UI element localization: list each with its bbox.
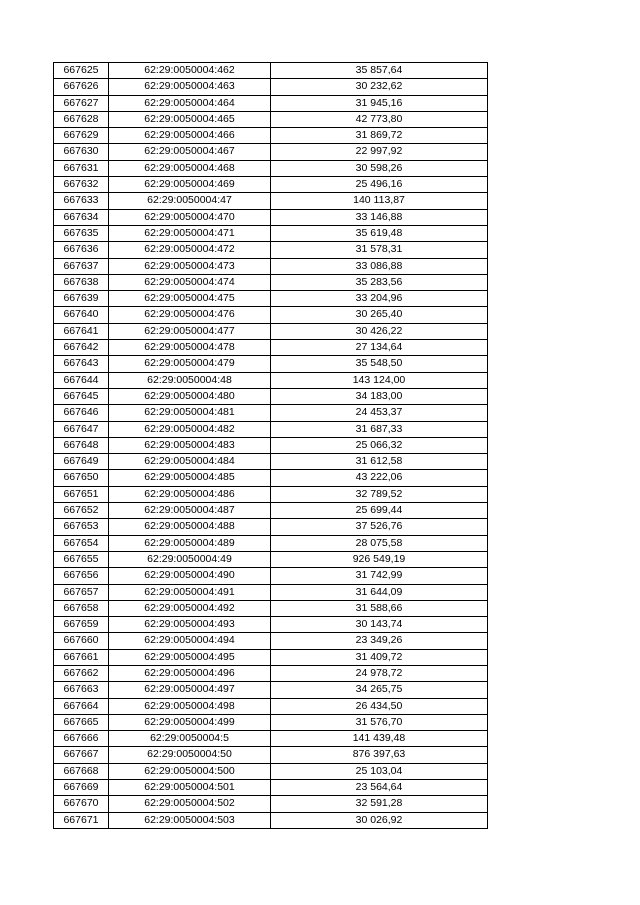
row-id-cell: 667652 [54,503,109,519]
cadastral-value-cell: 35 619,48 [271,225,488,241]
row-id-cell: 667632 [54,177,109,193]
cadastral-value-cell: 43 222,06 [271,470,488,486]
cadastral-number-cell: 62:29:0050004:501 [109,780,271,796]
cadastral-number-cell: 62:29:0050004:503 [109,812,271,828]
cadastral-value-cell: 926 549,19 [271,551,488,567]
row-id-cell: 667666 [54,731,109,747]
cadastral-value-cell: 33 204,96 [271,291,488,307]
row-id-cell: 667661 [54,649,109,665]
cadastral-value-cell: 25 066,32 [271,437,488,453]
table-row [54,323,488,339]
table-row [54,242,488,258]
cadastral-value-cell: 30 426,22 [271,323,488,339]
table-row [54,437,488,453]
cadastral-value-cell: 31 612,58 [271,454,488,470]
row-id-cell: 667653 [54,519,109,535]
cadastral-number-cell: 62:29:0050004:489 [109,535,271,551]
row-id-cell: 667628 [54,111,109,127]
table-row [54,128,488,144]
table-row [54,111,488,127]
table-row [54,470,488,486]
table-body [54,63,488,829]
table-row [54,144,488,160]
cadastral-number-cell: 62:29:0050004:486 [109,486,271,502]
cadastral-number-cell: 62:29:0050004:490 [109,568,271,584]
cadastral-number-cell: 62:29:0050004:494 [109,633,271,649]
cadastral-number-cell: 62:29:0050004:47 [109,193,271,209]
cadastral-value-table [53,62,488,829]
row-id-cell: 667633 [54,193,109,209]
table-row [54,535,488,551]
cadastral-value-cell: 31 576,70 [271,714,488,730]
row-id-cell: 667631 [54,160,109,176]
cadastral-value-cell: 33 086,88 [271,258,488,274]
row-id-cell: 667648 [54,437,109,453]
row-id-cell: 667643 [54,356,109,372]
cadastral-value-cell: 32 789,52 [271,486,488,502]
cadastral-number-cell: 62:29:0050004:488 [109,519,271,535]
cadastral-value-cell: 27 134,64 [271,340,488,356]
row-id-cell: 667638 [54,274,109,290]
cadastral-number-cell: 62:29:0050004:472 [109,242,271,258]
row-id-cell: 667644 [54,372,109,388]
table-row [54,780,488,796]
table-row [54,291,488,307]
row-id-cell: 667669 [54,780,109,796]
cadastral-value-cell: 31 409,72 [271,649,488,665]
cadastral-number-cell: 62:29:0050004:467 [109,144,271,160]
cadastral-number-cell: 62:29:0050004:474 [109,274,271,290]
cadastral-number-cell: 62:29:0050004:497 [109,682,271,698]
cadastral-value-cell: 34 183,00 [271,388,488,404]
cadastral-number-cell: 62:29:0050004:496 [109,665,271,681]
row-id-cell: 667641 [54,323,109,339]
table-row [54,160,488,176]
row-id-cell: 667627 [54,95,109,111]
table-row [54,763,488,779]
table-row [54,633,488,649]
table-row [54,600,488,616]
table-row [54,454,488,470]
cadastral-number-cell: 62:29:0050004:463 [109,79,271,95]
table-row [54,193,488,209]
cadastral-value-cell: 30 265,40 [271,307,488,323]
table-row [54,486,488,502]
cadastral-value-cell: 31 588,66 [271,600,488,616]
row-id-cell: 667646 [54,405,109,421]
table-row [54,568,488,584]
row-id-cell: 667654 [54,535,109,551]
cadastral-number-cell: 62:29:0050004:470 [109,209,271,225]
table-row [54,388,488,404]
cadastral-value-cell: 31 945,16 [271,95,488,111]
row-id-cell: 667637 [54,258,109,274]
document-page [53,62,488,829]
table-row [54,225,488,241]
cadastral-value-cell: 876 397,63 [271,747,488,763]
cadastral-number-cell: 62:29:0050004:476 [109,307,271,323]
row-id-cell: 667670 [54,796,109,812]
cadastral-number-cell: 62:29:0050004:483 [109,437,271,453]
table-row [54,421,488,437]
row-id-cell: 667629 [54,128,109,144]
row-id-cell: 667658 [54,600,109,616]
table-row [54,714,488,730]
cadastral-value-cell: 35 857,64 [271,63,488,79]
cadastral-number-cell: 62:29:0050004:495 [109,649,271,665]
cadastral-value-cell: 30 598,26 [271,160,488,176]
cadastral-number-cell: 62:29:0050004:480 [109,388,271,404]
table-row [54,796,488,812]
cadastral-value-cell: 26 434,50 [271,698,488,714]
table-row [54,682,488,698]
row-id-cell: 667668 [54,763,109,779]
cadastral-number-cell: 62:29:0050004:479 [109,356,271,372]
cadastral-number-cell: 62:29:0050004:498 [109,698,271,714]
table-row [54,63,488,79]
table-row [54,503,488,519]
row-id-cell: 667663 [54,682,109,698]
cadastral-value-cell: 23 349,26 [271,633,488,649]
cadastral-value-cell: 32 591,28 [271,796,488,812]
cadastral-number-cell: 62:29:0050004:477 [109,323,271,339]
table-row [54,307,488,323]
cadastral-number-cell: 62:29:0050004:475 [109,291,271,307]
table-row [54,698,488,714]
row-id-cell: 667660 [54,633,109,649]
table-row [54,731,488,747]
table-row [54,79,488,95]
row-id-cell: 667656 [54,568,109,584]
cadastral-value-cell: 143 124,00 [271,372,488,388]
row-id-cell: 667664 [54,698,109,714]
row-id-cell: 667626 [54,79,109,95]
table-row [54,812,488,828]
cadastral-value-cell: 25 496,16 [271,177,488,193]
cadastral-value-cell: 42 773,80 [271,111,488,127]
cadastral-number-cell: 62:29:0050004:482 [109,421,271,437]
table-row [54,665,488,681]
cadastral-number-cell: 62:29:0050004:464 [109,95,271,111]
cadastral-value-cell: 31 578,31 [271,242,488,258]
row-id-cell: 667635 [54,225,109,241]
table-row [54,209,488,225]
row-id-cell: 667665 [54,714,109,730]
cadastral-value-cell: 22 997,92 [271,144,488,160]
row-id-cell: 667662 [54,665,109,681]
cadastral-value-cell: 25 103,04 [271,763,488,779]
cadastral-number-cell: 62:29:0050004:478 [109,340,271,356]
cadastral-number-cell: 62:29:0050004:49 [109,551,271,567]
table-row [54,356,488,372]
row-id-cell: 667659 [54,617,109,633]
cadastral-value-cell: 35 548,50 [271,356,488,372]
cadastral-value-cell: 33 146,88 [271,209,488,225]
row-id-cell: 667655 [54,551,109,567]
cadastral-number-cell: 62:29:0050004:502 [109,796,271,812]
cadastral-number-cell: 62:29:0050004:500 [109,763,271,779]
table-row [54,617,488,633]
cadastral-number-cell: 62:29:0050004:487 [109,503,271,519]
table-row [54,405,488,421]
row-id-cell: 667650 [54,470,109,486]
table-row [54,258,488,274]
cadastral-number-cell: 62:29:0050004:5 [109,731,271,747]
cadastral-value-cell: 30 026,92 [271,812,488,828]
row-id-cell: 667671 [54,812,109,828]
row-id-cell: 667647 [54,421,109,437]
table-row [54,177,488,193]
cadastral-value-cell: 140 113,87 [271,193,488,209]
table-row [54,95,488,111]
cadastral-value-cell: 31 644,09 [271,584,488,600]
cadastral-number-cell: 62:29:0050004:50 [109,747,271,763]
cadastral-value-cell: 23 564,64 [271,780,488,796]
cadastral-value-cell: 31 742,99 [271,568,488,584]
row-id-cell: 667640 [54,307,109,323]
cadastral-value-cell: 34 265,75 [271,682,488,698]
cadastral-value-cell: 24 978,72 [271,665,488,681]
row-id-cell: 667649 [54,454,109,470]
row-id-cell: 667667 [54,747,109,763]
row-id-cell: 667645 [54,388,109,404]
cadastral-value-cell: 141 439,48 [271,731,488,747]
table-row [54,747,488,763]
table-row [54,340,488,356]
cadastral-value-cell: 30 232,62 [271,79,488,95]
cadastral-number-cell: 62:29:0050004:468 [109,160,271,176]
table-row [54,649,488,665]
cadastral-number-cell: 62:29:0050004:471 [109,225,271,241]
table-row [54,584,488,600]
row-id-cell: 667642 [54,340,109,356]
row-id-cell: 667657 [54,584,109,600]
table-row [54,372,488,388]
row-id-cell: 667639 [54,291,109,307]
cadastral-number-cell: 62:29:0050004:473 [109,258,271,274]
table-row [54,274,488,290]
row-id-cell: 667636 [54,242,109,258]
cadastral-number-cell: 62:29:0050004:462 [109,63,271,79]
cadastral-value-cell: 35 283,56 [271,274,488,290]
row-id-cell: 667625 [54,63,109,79]
row-id-cell: 667634 [54,209,109,225]
cadastral-number-cell: 62:29:0050004:491 [109,584,271,600]
row-id-cell: 667651 [54,486,109,502]
cadastral-number-cell: 62:29:0050004:493 [109,617,271,633]
table-row [54,551,488,567]
cadastral-number-cell: 62:29:0050004:499 [109,714,271,730]
cadastral-value-cell: 25 699,44 [271,503,488,519]
cadastral-number-cell: 62:29:0050004:485 [109,470,271,486]
cadastral-number-cell: 62:29:0050004:469 [109,177,271,193]
cadastral-value-cell: 31 687,33 [271,421,488,437]
cadastral-value-cell: 31 869,72 [271,128,488,144]
table-row [54,519,488,535]
cadastral-number-cell: 62:29:0050004:492 [109,600,271,616]
cadastral-number-cell: 62:29:0050004:465 [109,111,271,127]
cadastral-number-cell: 62:29:0050004:481 [109,405,271,421]
cadastral-value-cell: 30 143,74 [271,617,488,633]
cadastral-value-cell: 37 526,76 [271,519,488,535]
cadastral-number-cell: 62:29:0050004:48 [109,372,271,388]
cadastral-value-cell: 24 453,37 [271,405,488,421]
cadastral-number-cell: 62:29:0050004:484 [109,454,271,470]
row-id-cell: 667630 [54,144,109,160]
cadastral-number-cell: 62:29:0050004:466 [109,128,271,144]
cadastral-value-cell: 28 075,58 [271,535,488,551]
